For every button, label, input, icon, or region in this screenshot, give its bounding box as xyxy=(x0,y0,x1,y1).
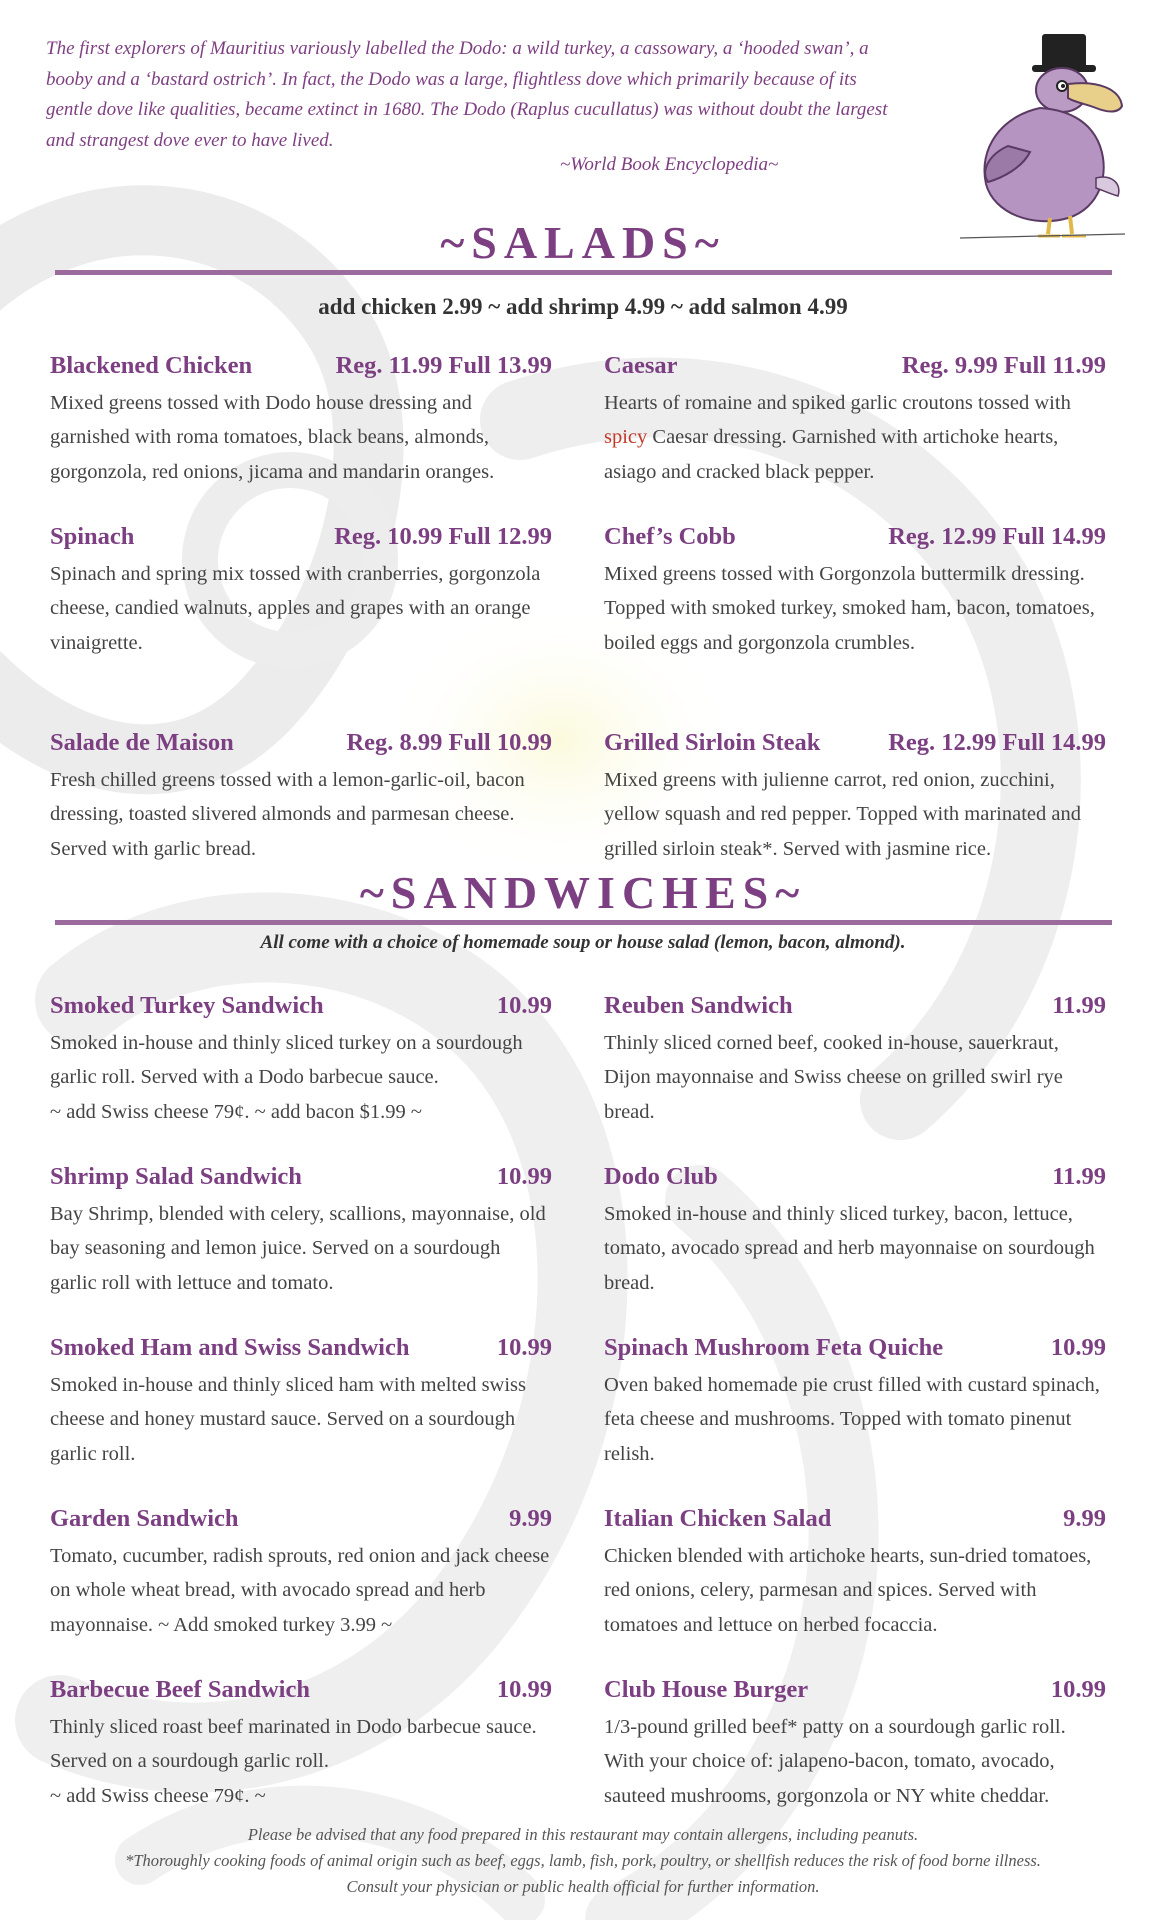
item-price: 11.99 xyxy=(1052,1163,1106,1190)
item-name: Club House Burger xyxy=(604,1676,809,1703)
sandwiches-divider xyxy=(55,920,1112,925)
menu-item xyxy=(50,1505,552,1642)
menu-item xyxy=(604,1163,1106,1300)
item-name: Spinach xyxy=(50,523,135,550)
item-name: Reuben Sandwich xyxy=(604,992,793,1019)
item-price: 9.99 xyxy=(509,1505,552,1532)
item-price: Reg. 8.99 Full 10.99 xyxy=(346,729,552,756)
menu-item xyxy=(50,1334,552,1471)
item-name: Grilled Sirloin Steak xyxy=(604,729,821,756)
item-name: Caesar xyxy=(604,352,678,379)
sandwiches-note: All come with a choice of homemade soup or house salad (lemon, bacon, almond). xyxy=(260,932,906,953)
menu-item xyxy=(604,1676,1106,1813)
item-price: 10.99 xyxy=(1050,1676,1106,1703)
spicy-highlight: spicy xyxy=(604,426,648,449)
item-description: Tomato, cucumber, radish sprouts, red onion and jack cheese on whole wheat bread, with avocado spread and herb mayonnaise. ~ Add smoked turkey 3.99 ~ xyxy=(50,1545,550,1636)
salads-divider xyxy=(55,270,1112,275)
item-price: 10.99 xyxy=(1050,1334,1106,1361)
description-text: Hearts of romaine and spiked garlic croutons tossed with xyxy=(604,392,1071,414)
menu-item xyxy=(50,352,552,489)
item-addon: ~ add Swiss cheese 79¢. ~ add bacon $1.99 ~ xyxy=(50,1100,423,1123)
item-price: Reg. 12.99 Full 14.99 xyxy=(888,729,1106,756)
menu-item xyxy=(604,1505,1106,1642)
item-description: 1/3-pound grilled beef* patty on a sourdough garlic roll. With your choice of: jalapeno-bacon, tomato, avocado, sauteed mushrooms, gorgonzola or NY white cheddar. xyxy=(604,1716,1066,1807)
menu-item xyxy=(604,992,1106,1129)
intro-paragraph: The first explorers of Mauritius variously labelled the Dodo: a wild turkey, a cassowary, a ‘hooded swan’, a booby and a ‘bastard ostrich’. In fact, the Dodo was a large, flightless dove which primarily because of its gentle dove like qualities, became extinct in 1680. The Dodo (Raplus cucullatus) was without doubt the largest and strangest dove ever to have lived. xyxy=(46,38,888,151)
item-price: 11.99 xyxy=(1052,992,1106,1019)
item-description: Spinach and spring mix tossed with cranberries, gorgonzola cheese, candied walnuts, apples and grapes with an orange vinaigrette. xyxy=(50,563,541,654)
item-price: Reg. 9.99 Full 11.99 xyxy=(901,352,1106,379)
menu-item xyxy=(50,1676,552,1813)
item-price: Reg. 11.99 Full 13.99 xyxy=(335,352,552,379)
item-name: Garden Sandwich xyxy=(50,1505,239,1532)
menu-item xyxy=(50,729,552,866)
item-description: Fresh chilled greens tossed with a lemon-garlic-oil, bacon dressing, toasted slivered almonds and parmesan cheese. Served with garlic bread. xyxy=(50,769,525,860)
dodo-illustration xyxy=(950,28,1130,243)
salad-addons: add chicken 2.99 ~ add shrimp 4.99 ~ add salmon 4.99 xyxy=(318,294,848,319)
menu-item xyxy=(604,1334,1106,1471)
item-addon: ~ add Swiss cheese 79¢. ~ xyxy=(50,1784,266,1807)
item-description: Oven baked homemade pie crust filled with custard spinach, feta cheese and mushrooms. Topped with tomato pinenut relish. xyxy=(604,1374,1100,1465)
item-name: Italian Chicken Salad xyxy=(604,1505,832,1532)
footer-line: Please be advised that any food prepared in this restaurant may contain allergens, including peanuts. xyxy=(247,1825,919,1844)
salads-heading: ~SALADS~ xyxy=(440,217,726,268)
footer-line: *Thoroughly cooking foods of animal origin such as beef, eggs, lamb, fish, pork, poultry, or shellfish reduces the risk of food borne illness. xyxy=(125,1851,1041,1870)
item-name: Blackened Chicken xyxy=(50,352,253,379)
item-description: Thinly sliced corned beef, cooked in-house, sauerkraut, Dijon mayonnaise and Swiss cheese on grilled swirl rye bread. xyxy=(604,1032,1063,1123)
item-description: Mixed greens tossed with Dodo house dressing and garnished with roma tomatoes, black beans, almonds, gorgonzola, red onions, jicama and mandarin oranges. xyxy=(50,392,495,483)
item-price: Reg. 10.99 Full 12.99 xyxy=(334,523,552,550)
item-description: Thinly sliced roast beef marinated in Dodo barbecue sauce. Served on a sourdough garlic roll. xyxy=(50,1716,537,1773)
item-description: Smoked in-house and thinly sliced ham with melted swiss cheese and honey mustard sauce. Served on a sourdough garlic roll. xyxy=(50,1374,527,1465)
item-description: Chicken blended with artichoke hearts, sun-dried tomatoes, red onions, celery, parmesan and spices. Served with tomatoes and lettuce on herbed focaccia. xyxy=(604,1545,1092,1636)
item-description: Smoked in-house and thinly sliced turkey, bacon, lettuce, tomato, avocado spread and herb mayonnaise on sourdough bread. xyxy=(604,1203,1095,1294)
item-name: Chef’s Cobb xyxy=(604,523,736,550)
menu-item xyxy=(604,523,1106,660)
item-name: Salade de Maison xyxy=(50,729,234,756)
menu-item xyxy=(50,523,552,660)
item-name: Barbecue Beef Sandwich xyxy=(50,1676,310,1703)
intro-citation: ~World Book Encyclopedia~ xyxy=(560,154,779,175)
item-price: 9.99 xyxy=(1063,1505,1106,1532)
item-name: Shrimp Salad Sandwich xyxy=(50,1163,302,1190)
item-price: 10.99 xyxy=(496,1676,552,1703)
item-name: Smoked Ham and Swiss Sandwich xyxy=(50,1334,410,1361)
item-description: Mixed greens tossed with Gorgonzola buttermilk dressing. Topped with smoked turkey, smoked ham, bacon, tomatoes, boiled eggs and gorgonzola crumbles. xyxy=(604,563,1095,654)
item-description: Mixed greens with julienne carrot, red onion, zucchini, yellow squash and red pepper. Topped with marinated and grilled sirloin steak*. Served with jasmine rice. xyxy=(604,769,1081,860)
menu-item xyxy=(50,992,552,1129)
menu-item xyxy=(50,1163,552,1300)
item-name: Smoked Turkey Sandwich xyxy=(50,992,324,1019)
menu-item xyxy=(604,352,1106,489)
item-description: Bay Shrimp, blended with celery, scallions, mayonnaise, old bay seasoning and lemon juice. Served on a sourdough garlic roll with lettuce and tomato. xyxy=(50,1203,546,1294)
item-price: 10.99 xyxy=(496,1334,552,1361)
item-price: Reg. 12.99 Full 14.99 xyxy=(888,523,1106,550)
item-description: Smoked in-house and thinly sliced turkey on a sourdough garlic roll. Served with a Dodo barbecue sauce. xyxy=(50,1032,523,1089)
item-price: 10.99 xyxy=(496,992,552,1019)
sandwiches-heading: ~SANDWICHES~ xyxy=(359,867,807,918)
item-description xyxy=(604,386,1106,489)
description-text: Caesar dressing. Garnished with artichoke hearts, asiago and cracked black pepper. xyxy=(604,426,1059,483)
item-name: Dodo Club xyxy=(604,1163,718,1190)
item-price: 10.99 xyxy=(496,1163,552,1190)
allergen-footer xyxy=(0,1822,1166,1900)
footer-line: Consult your physician or public health official for further information. xyxy=(346,1877,820,1896)
menu-item xyxy=(604,729,1106,866)
item-name: Spinach Mushroom Feta Quiche xyxy=(604,1334,944,1361)
